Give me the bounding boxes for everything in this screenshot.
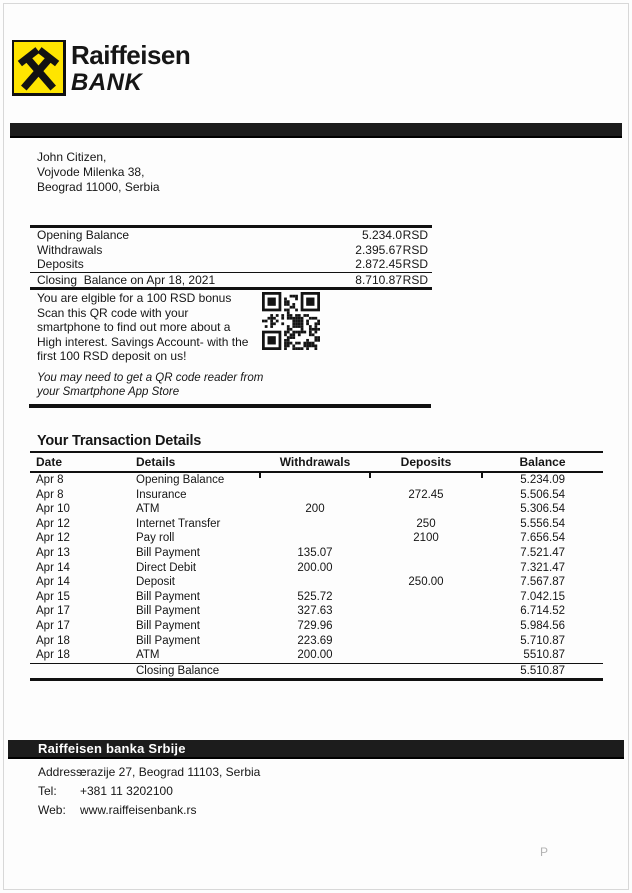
transactions-section [30, 433, 603, 681]
promo-line: Scan this QR code with your [37, 305, 189, 320]
cell-withdrawals: 223.69 [297, 634, 333, 647]
closing-balance-label: Closing Balance [130, 663, 260, 679]
table-row [30, 604, 603, 619]
cell-withdrawals [260, 472, 370, 488]
cell-details: Bill Payment [136, 619, 200, 632]
promo-line: smartphone to find out more about a [37, 320, 231, 334]
balance-summary [30, 225, 432, 290]
cell-details: Deposit [136, 576, 175, 589]
cell-details: ATM [136, 503, 160, 516]
cell-date: Apr 14 [36, 561, 70, 574]
bank-logo [12, 40, 190, 96]
cell-date: Apr 10 [36, 503, 70, 516]
summary-label: Closing Balance on Apr 18, 2021 [37, 272, 216, 287]
cell-details: Direct Debit [136, 561, 197, 574]
cell-balance: 5510.87 [523, 649, 565, 662]
cell-deposits [370, 472, 482, 488]
cell-deposits [370, 502, 482, 517]
promo-line: You are elgible for a 100 RSD bonus [37, 291, 232, 305]
summary-row [30, 243, 432, 258]
contact-label: Address: [38, 765, 86, 779]
cell-date: Apr 15 [36, 590, 70, 603]
promo-text [37, 291, 248, 364]
cell-balance: 5.306.54 [520, 503, 565, 516]
summary-value: 5.234.0 RSD [361, 228, 428, 242]
table-row [30, 531, 603, 546]
cell-details: Bill Payment [136, 634, 200, 647]
cell-balance: 5.506.54 [520, 488, 565, 501]
cell-date: Apr 12 [36, 532, 70, 545]
promo-line: High interest. Savings Account- with the [37, 334, 249, 349]
cell-date: Apr 17 [36, 605, 70, 618]
contact-label: Tel: [38, 784, 57, 798]
transactions-title: Your Transaction Details [30, 433, 603, 453]
contact-row [38, 782, 260, 801]
cell-date: Apr 17 [36, 619, 70, 632]
cell-date: Apr 18 [36, 649, 70, 662]
contact-row [38, 801, 260, 820]
cell-withdrawals: 200 [305, 503, 325, 516]
cell-details: Bill Payment [136, 605, 200, 618]
qr-reader-note [37, 371, 263, 399]
footer-contacts [38, 763, 260, 820]
summary-label: Withdrawals [37, 242, 103, 257]
cell-withdrawals: 200.00 [297, 649, 333, 662]
cell-deposits: 2100 [413, 532, 439, 545]
summary-label: Opening Balance [37, 228, 130, 242]
closing-balance-row [30, 663, 603, 679]
qr-code-icon [262, 292, 320, 350]
cell-date: Apr 18 [36, 634, 70, 647]
cell-date: Apr 14 [36, 576, 70, 589]
cell-deposits: 250 [416, 517, 436, 530]
cell-balance: 5.556.54 [520, 517, 565, 530]
cell-deposits [370, 619, 482, 634]
summary-row [30, 228, 432, 243]
column-header-deposits: Deposits [370, 453, 482, 472]
promo-line: first 100 RSD deposit on us! [37, 349, 187, 363]
note-line: You may need to get a QR code reader from [37, 372, 264, 384]
gable-cross-icon [12, 40, 66, 96]
cell-balance: 6.714.52 [520, 605, 565, 618]
cell-deposits: 250.00 [408, 576, 444, 589]
cell-balance: 7.521.47 [520, 546, 565, 559]
footer-bar [8, 740, 624, 759]
address-line: Vojvode Milenka 38, [37, 165, 145, 179]
contact-row [38, 763, 260, 782]
cell-deposits: 272.45 [408, 488, 444, 501]
summary-value: 2.395.67 RSD [355, 242, 428, 257]
cell-withdrawals: 200.00 [297, 561, 333, 574]
closing-balance-value: 5.510.87 [482, 663, 603, 679]
table-row [30, 590, 603, 605]
cell-balance: 7.567.87 [520, 576, 565, 589]
brand-text [71, 40, 190, 96]
cell-details: Pay roll [136, 532, 175, 545]
cell-details: ATM [136, 649, 160, 662]
cell-date: Apr 12 [36, 517, 70, 530]
cell-withdrawals: 525.72 [297, 590, 333, 603]
table-row [30, 561, 603, 576]
cell-details: Opening Balance [136, 474, 225, 486]
brand-bank-word: BANK [71, 69, 143, 96]
summary-row [30, 257, 432, 272]
cell-deposits [370, 546, 482, 561]
table-row [30, 619, 603, 634]
transactions-table [30, 453, 603, 681]
table-row [30, 575, 603, 590]
cell-date: Apr 8 [36, 474, 64, 486]
brand-name: Raiffeisen [71, 40, 191, 70]
cell-balance: 5.710.87 [520, 634, 565, 647]
cell-details: Internet Transfer [136, 517, 221, 530]
note-line: your Smartphone App Store [37, 386, 180, 398]
cell-withdrawals: 135.07 [297, 546, 333, 559]
contact-value: +381 11 3202100 [80, 784, 173, 798]
cell-withdrawals: 327.63 [297, 605, 333, 618]
cell-withdrawals: 729.96 [297, 619, 333, 632]
section-divider-bar [29, 404, 431, 408]
cell-date: Apr 13 [36, 546, 70, 559]
cell-deposits [370, 590, 482, 605]
cell-withdrawals [260, 531, 370, 546]
contact-label: Web: [38, 803, 66, 817]
address-line: John Citizen, [37, 150, 107, 164]
cell-balance: 5.234.09 [520, 474, 565, 486]
table-row [30, 472, 603, 488]
cell-deposits [370, 561, 482, 576]
cell-deposits [370, 634, 482, 649]
table-row [30, 502, 603, 517]
cell-withdrawals [260, 488, 370, 503]
table-header-row [30, 453, 603, 472]
page-marker: P [540, 845, 551, 859]
summary-label: Deposits [37, 257, 84, 271]
cell-deposits [370, 648, 482, 663]
summary-value: 2.872.45 RSD [355, 257, 428, 271]
cell-details: Bill Payment [136, 590, 200, 603]
address-line: Beograd 11000, Serbia [37, 180, 160, 194]
column-header-date: Date [30, 453, 130, 472]
column-header-balance: Balance [482, 453, 603, 472]
table-row [30, 546, 603, 561]
summary-value: 8.710.87 RSD [355, 272, 428, 287]
cell-date: Apr 8 [36, 488, 64, 501]
top-divider-bar [10, 123, 622, 138]
cell-balance: 7.042.15 [520, 590, 565, 603]
table-row [30, 634, 603, 649]
footer-bank-name: Raiffeisen banka Srbije [38, 741, 186, 756]
column-header-details: Details [130, 453, 260, 472]
table-row [30, 517, 603, 532]
customer-address [37, 150, 160, 195]
cell-deposits [370, 604, 482, 619]
cell-balance: 7.321.47 [520, 561, 565, 574]
cell-withdrawals [260, 575, 370, 590]
cell-details: Bill Payment [136, 546, 200, 559]
contact-value: www.raiffeisenbank.rs [80, 803, 197, 817]
cell-withdrawals [260, 517, 370, 532]
cell-balance: 5.984.56 [520, 619, 565, 632]
table-row [30, 648, 603, 663]
contact-value: erazije 27, Beograd 11103, Serbia [80, 765, 261, 779]
cell-balance: 7.656.54 [520, 532, 565, 545]
summary-row [30, 272, 432, 288]
column-header-withdrawals: Withdrawals [260, 453, 370, 472]
cell-details: Insurance [136, 488, 187, 501]
table-row [30, 488, 603, 503]
